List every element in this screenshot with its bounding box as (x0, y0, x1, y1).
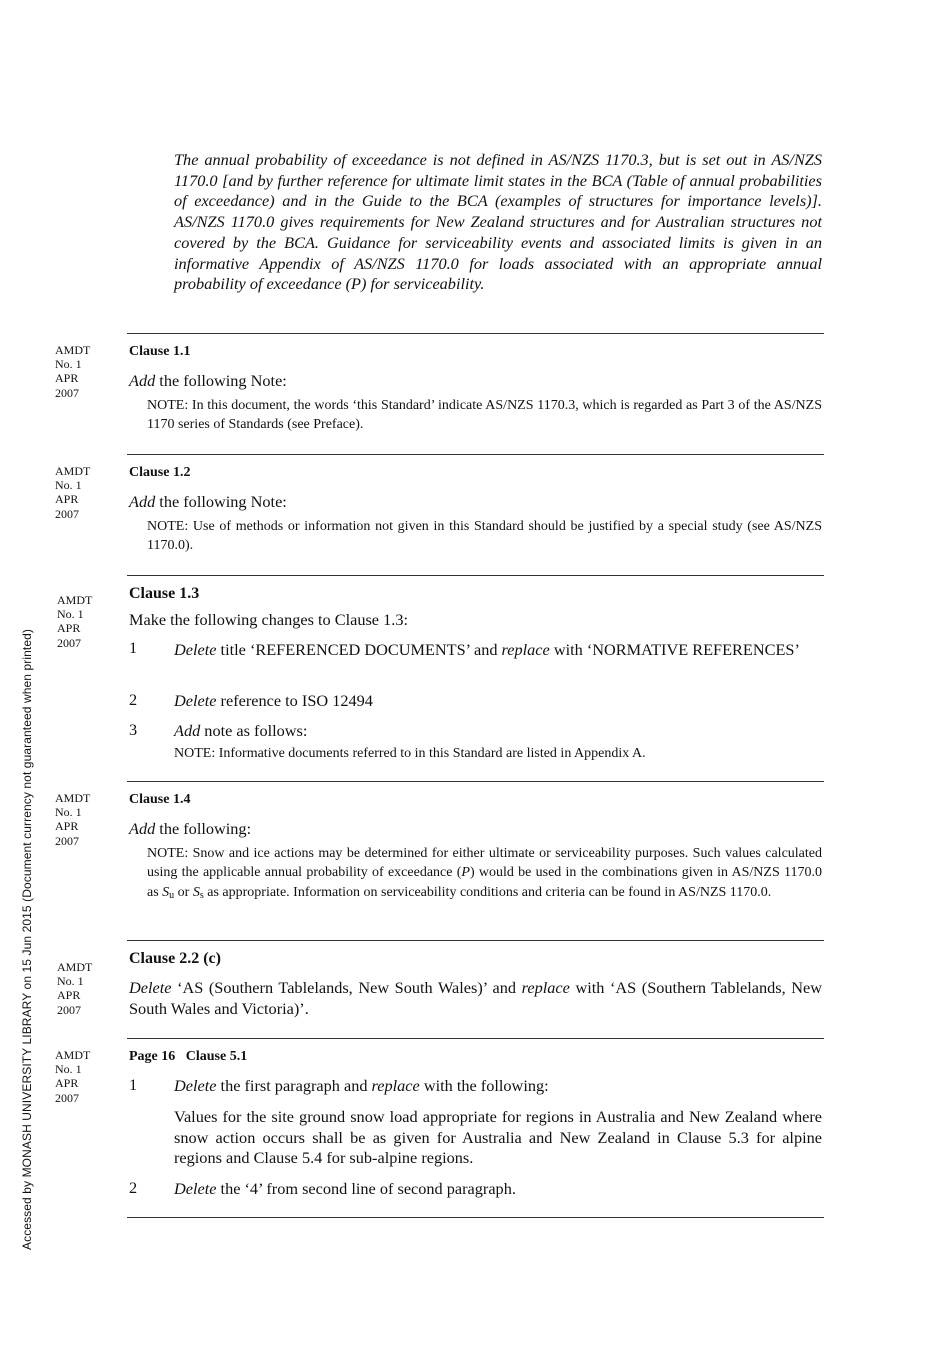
note-text: NOTE: In this document, the words ‘this Standard’ indicate AS/NZS 1170.3, which is regarded as Part 3 of the AS/NZS 1170 series of Standards (see Preface). (147, 398, 822, 433)
item-number: 1 (129, 638, 138, 657)
instruction: Make the following changes to Clause 1.3: (129, 610, 408, 629)
intro-paragraph: The annual probability of exceedance is not defined in AS/NZS 1170.3, but is set out in AS/NZS 1170.0 [and by further reference for ultimate limit states in the BCA (Table of annual probabilities of exceedance) and in the Guide to the BCA (examples of structures for importance levels)]. AS/NZS 1170.0 gives requirements for New Zealand structures and for Australian structures not covered by the BCA. Guidance for serviceability events and associated limits is given in an informative Appendix of AS/NZS 1170.0 for loads associated with an appropriate annual probability of exceedance (P) for serviceability. (174, 150, 822, 294)
clause-heading: Clause 1.2 (129, 465, 191, 480)
item-text: Delete reference to ISO 12494 (174, 691, 373, 710)
divider (127, 781, 824, 782)
divider (127, 1217, 824, 1218)
item-text: Delete the ‘4’ from second line of second paragraph. (174, 1179, 516, 1198)
clause-heading: Clause 2.2 (c) (129, 950, 221, 967)
instruction: Add the following: (129, 819, 252, 838)
amendment-label: AMDT No. 1 APR 2007 (57, 960, 93, 1017)
instruction: Add the following Note: (129, 371, 287, 390)
amendment-label: AMDT No. 1 APR 2007 (55, 343, 91, 400)
clause-heading: Clause 1.1 (129, 344, 191, 359)
divider (127, 454, 824, 455)
instruction: Add the following Note: (129, 492, 287, 511)
item-text: Delete title ‘REFERENCED DOCUMENTS’ and replace with ‘NORMATIVE REFERENCES’ (174, 640, 800, 659)
amendment-label: AMDT No. 1 APR 2007 (57, 593, 93, 650)
amendment-label: AMDT No. 1 APR 2007 (55, 1048, 91, 1105)
clause-heading: Clause 1.3 (129, 585, 200, 602)
access-watermark: Accessed by MONASH UNIVERSITY LIBRARY on 15 Jun 2015 (Document currency not guaranteed when printed) (20, 629, 34, 1250)
item-number: 1 (129, 1075, 138, 1094)
divider (127, 333, 824, 334)
note-text: NOTE: Snow and ice actions may be determined for either ultimate or serviceability purposes. Such values calculated using the applicable annual probability of exceedance (P) would be used in the combinations given in AS/NZS 1170.0 as $S_u$ or $S_s$ as appropriate. Information on serviceability conditions and criteria can be found in AS/NZS 1170.0. (147, 846, 822, 901)
clause-heading: Page 16 Clause 5.1 (129, 1049, 248, 1064)
item-text: Delete the first paragraph and replace with the following: (174, 1076, 549, 1095)
divider (127, 575, 824, 576)
item-text: Add note as follows: (174, 721, 308, 740)
note-text: NOTE: Use of methods or information not given in this Standard should be justified by a special study (see AS/NZS 1170.0). (147, 519, 822, 554)
amendment-label: AMDT No. 1 APR 2007 (55, 464, 91, 521)
item-number: 2 (129, 690, 138, 709)
amendment-label: AMDT No. 1 APR 2007 (55, 791, 91, 848)
instruction: Delete ‘AS (Southern Tablelands, New South Wales)’ and replace with ‘AS (Southern Tablelands, New South Wales and Victoria)’. (129, 978, 822, 1018)
item-number: 2 (129, 1178, 138, 1197)
divider (127, 940, 824, 941)
item-number: 3 (129, 720, 138, 739)
replacement-paragraph: Values for the site ground snow load appropriate for regions in Australia and New Zealand where snow action occurs shall be as given for Australia and New Zealand in Clause 5.3 for alpine regions and Clause 5.4 for sub-alpine regions. (174, 1107, 822, 1168)
note-text: NOTE: Informative documents referred to in this Standard are listed in Appendix A. (174, 746, 646, 761)
divider (127, 1038, 824, 1039)
clause-heading: Clause 1.4 (129, 792, 191, 807)
